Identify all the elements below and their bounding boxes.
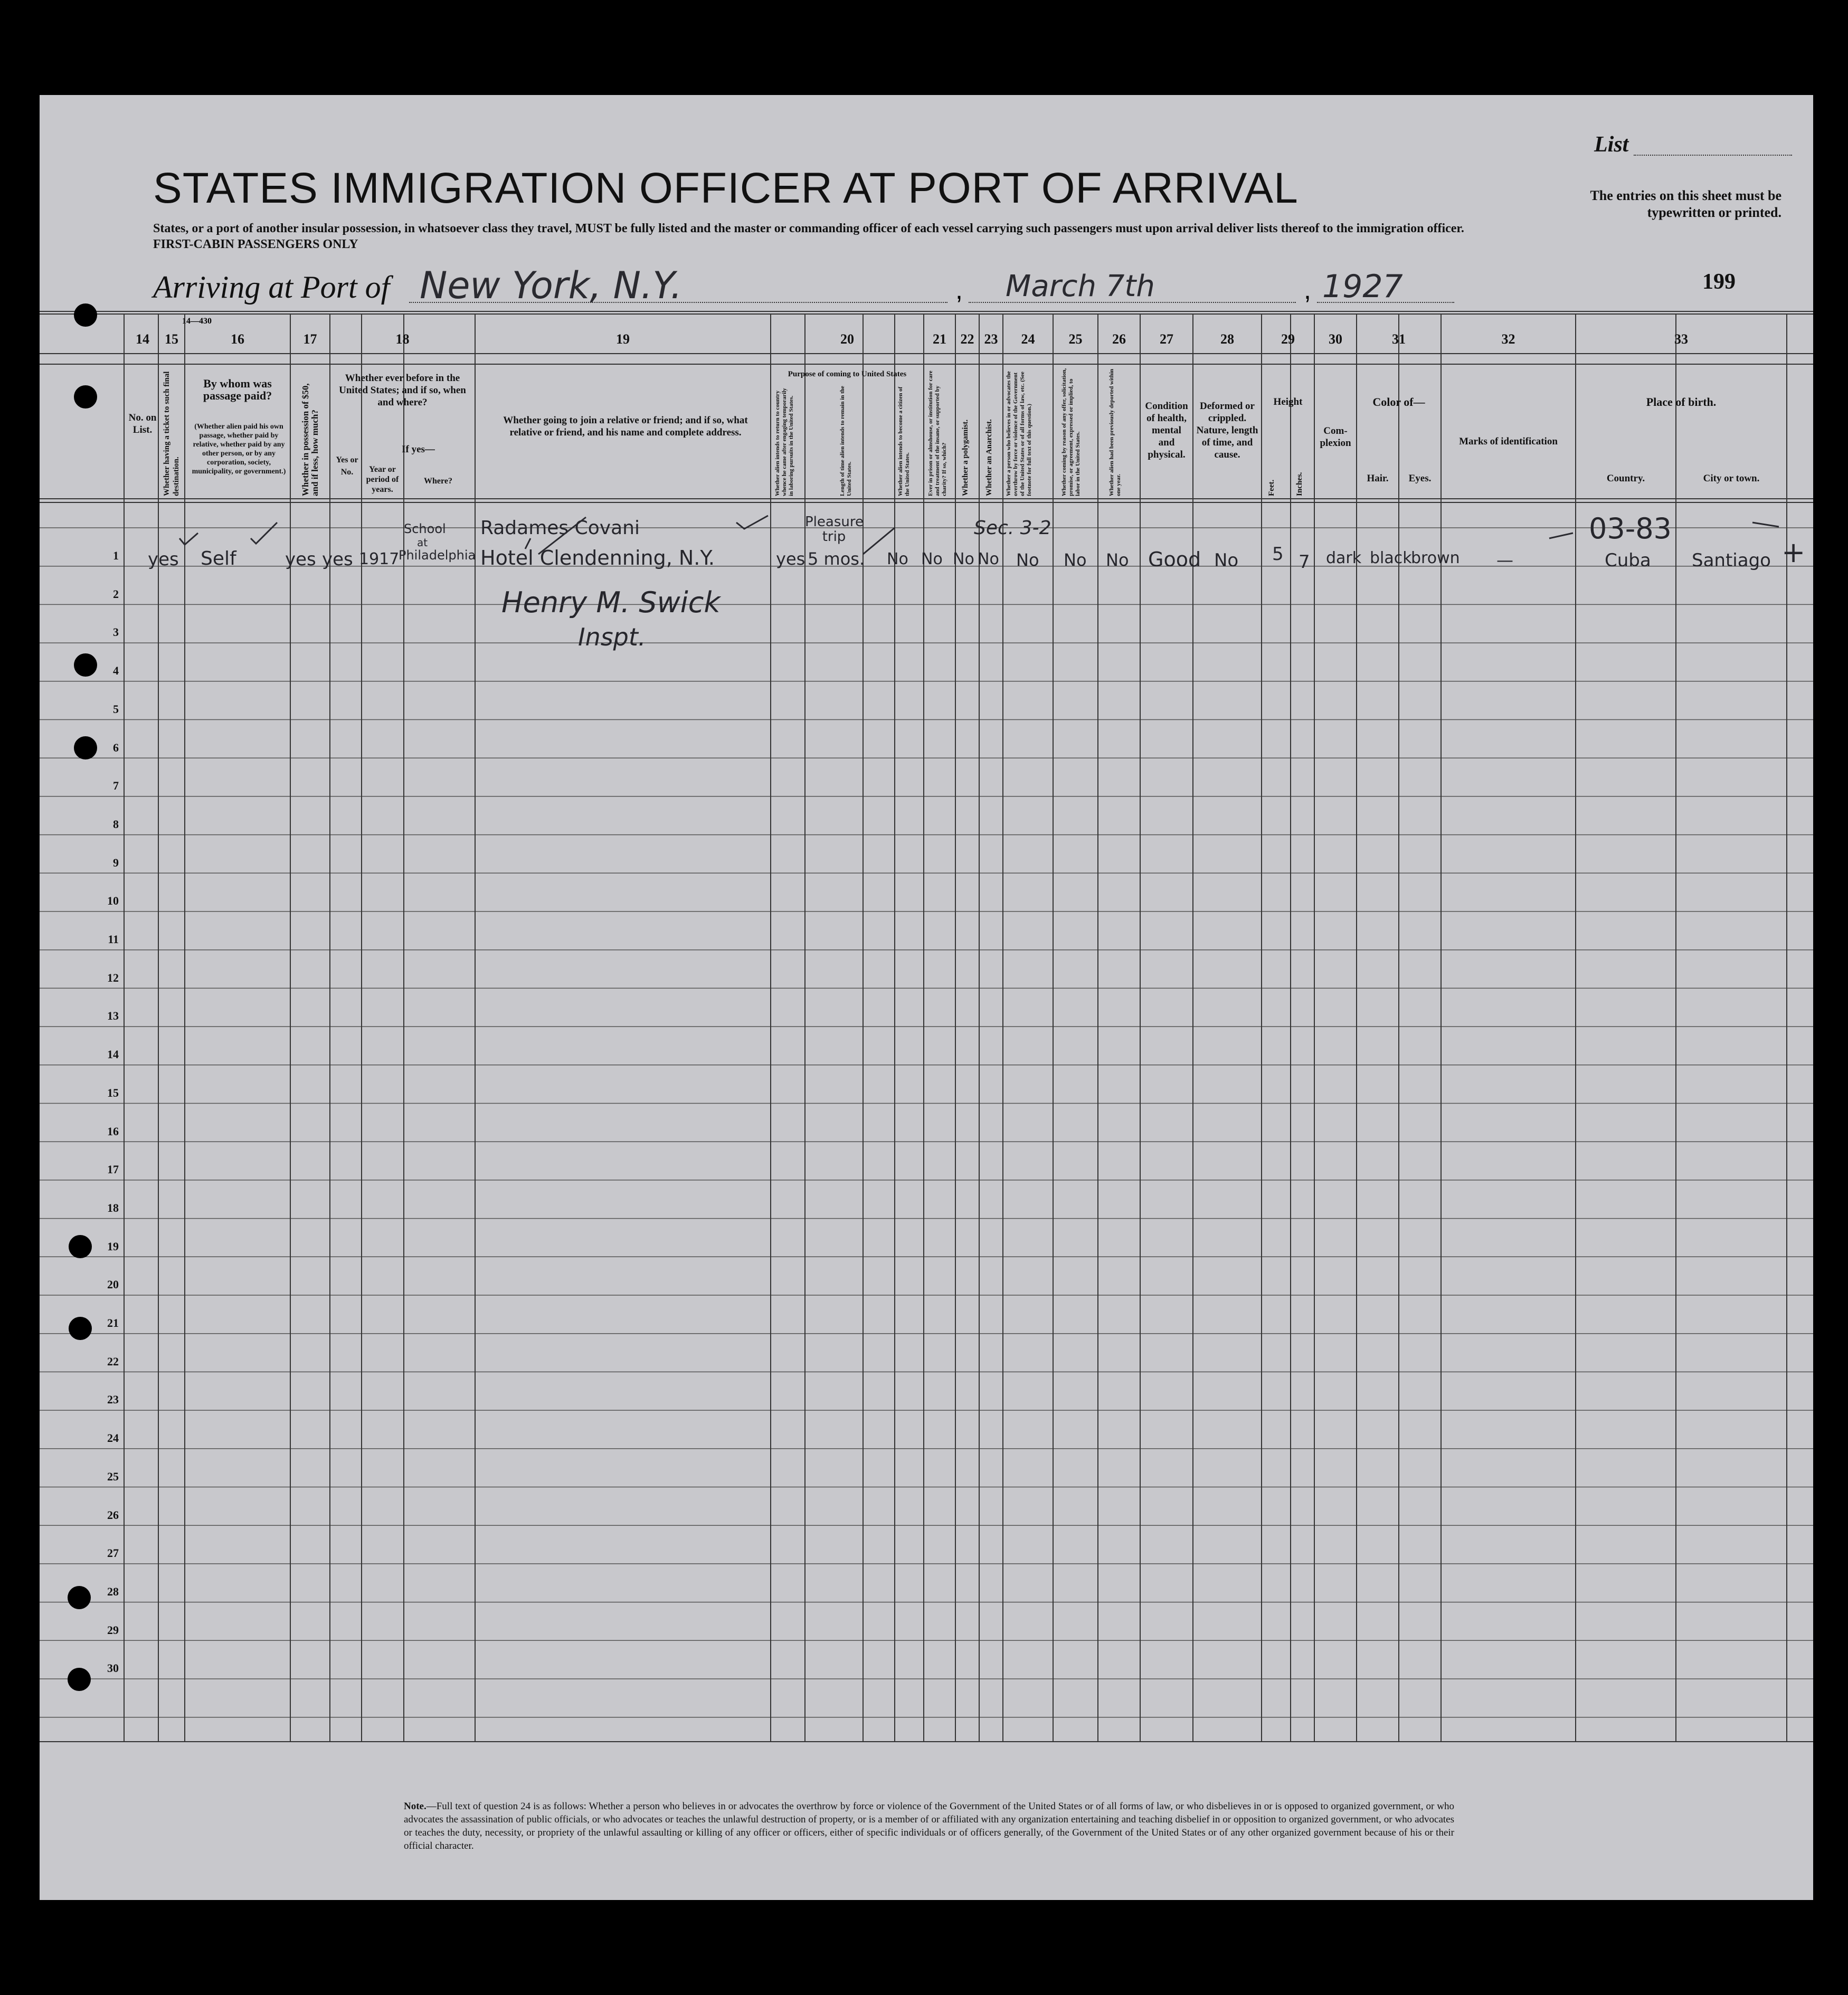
header-inches: Inches. xyxy=(1295,472,1304,496)
row-number: 16 xyxy=(107,1124,119,1138)
entry-code: 03-83 xyxy=(1589,512,1672,545)
page-number: 199 xyxy=(1702,270,1736,294)
binder-hole xyxy=(74,385,97,408)
port-value: New York, N.Y. xyxy=(420,264,683,307)
col-25: 25 xyxy=(1068,331,1083,347)
row-number: 1 xyxy=(113,549,119,562)
row-number: 5 xyxy=(113,702,119,716)
arriving-label: Arriving at Port of xyxy=(153,270,390,305)
manifest-sheet xyxy=(40,95,1813,1900)
row-number: 13 xyxy=(107,1009,119,1023)
col-30: 30 xyxy=(1329,331,1342,347)
row-number: 12 xyxy=(107,971,119,984)
row-number: 9 xyxy=(113,856,119,869)
header-length-of-stay: Length of time alien intends to remain in the United States. xyxy=(839,386,852,496)
col-22: 22 xyxy=(960,331,974,347)
entry-eyes: brown xyxy=(1411,549,1460,567)
header-polygamist: Whether a polygamist. xyxy=(961,419,970,496)
col-21: 21 xyxy=(933,331,946,347)
row-number: 19 xyxy=(107,1239,119,1253)
col-15: 15 xyxy=(165,331,178,347)
header-where: Where? xyxy=(424,477,452,486)
header-passage-paid: By whom was passage paid? xyxy=(203,377,272,402)
header-before-yes-no: Yes or No. xyxy=(336,455,358,477)
row-number: 7 xyxy=(113,779,119,793)
header-purpose: Purpose of coming to United States xyxy=(788,370,907,378)
col-16: 16 xyxy=(231,331,244,347)
row-number: 17 xyxy=(107,1163,119,1176)
binder-hole xyxy=(74,303,97,327)
check-marks xyxy=(40,95,1813,676)
tick-mark xyxy=(179,533,198,545)
binder-hole xyxy=(68,1668,91,1691)
entry-paid-by: Self xyxy=(201,548,236,569)
col-29: 29 xyxy=(1281,331,1295,347)
header-ticket: Whether having a ticket to such final destination. xyxy=(163,371,181,496)
col-27: 27 xyxy=(1160,331,1173,347)
entry-annotation: Sec. 3-2 xyxy=(974,517,1051,539)
date-value: March 7th xyxy=(1006,269,1155,303)
year-value: 1927 xyxy=(1322,268,1403,305)
row-number: 15 xyxy=(107,1086,119,1099)
col-32: 32 xyxy=(1501,331,1515,347)
row-number: 2 xyxy=(113,587,119,601)
col-17: 17 xyxy=(303,331,317,347)
header-year: Year or period of years. xyxy=(366,465,399,494)
entry-return-intent: yes xyxy=(776,549,805,569)
binder-hole xyxy=(69,1235,92,1258)
entry-city: Santiago xyxy=(1692,550,1771,571)
row-number: 29 xyxy=(107,1623,119,1637)
header-if-yes: If yes— xyxy=(402,444,435,455)
plus-mark: + xyxy=(1781,536,1806,569)
row-number: 4 xyxy=(113,664,119,678)
row-number: 22 xyxy=(107,1354,119,1368)
header-height: Height xyxy=(1273,396,1303,407)
entry-before-where-2: at xyxy=(417,536,428,549)
row-number: 23 xyxy=(107,1393,119,1407)
inspector-signature: Henry M. Swick xyxy=(501,586,721,619)
year-comma: , xyxy=(1304,275,1311,305)
entry-relative-name: Radames Covani xyxy=(480,517,640,539)
header-prison: Ever in prison or almshouse, or institution for care and treatment of the insane, or supported by charity? If so, which? xyxy=(927,370,947,496)
header-marks: Marks of identification xyxy=(1459,436,1558,447)
entry-before-where-3: Philadelphia xyxy=(399,548,476,563)
binder-hole xyxy=(68,1586,91,1609)
header-labor-offer: Whether coming by reason of any offer, solicitation, promise, or agreement, expressed or implied, to labor in the United States. xyxy=(1061,368,1081,496)
class-line: FIRST-CABIN PASSENGERS ONLY xyxy=(153,238,358,251)
page-title: STATES IMMIGRATION OFFICER AT PORT OF ARRIVAL xyxy=(153,164,1299,212)
tick-mark xyxy=(736,516,768,529)
tick-mark xyxy=(1752,522,1779,527)
tick-mark xyxy=(525,538,530,549)
binder-hole xyxy=(69,1317,92,1340)
row-number: 25 xyxy=(107,1469,119,1483)
date-comma: , xyxy=(955,275,963,305)
entry-citizen: No xyxy=(887,550,908,568)
tick-mark xyxy=(1549,533,1573,538)
col-31: 31 xyxy=(1392,331,1406,347)
row-number: 26 xyxy=(107,1508,119,1522)
header-complexion: Com-plexion xyxy=(1320,425,1351,449)
entry-prison: No xyxy=(921,550,943,568)
row-number: 28 xyxy=(107,1584,119,1598)
header-feet: Feet. xyxy=(1267,479,1276,496)
header-deported: Whether alien had been previously deported within one year. xyxy=(1108,368,1122,496)
row-number: 10 xyxy=(107,894,119,908)
footnote-label: Note. xyxy=(404,1801,427,1812)
row-number: 20 xyxy=(107,1278,119,1291)
col-20: 20 xyxy=(840,331,854,347)
header-citizen-intent: Whether alien intends to become a citizen of the United States. xyxy=(897,386,911,496)
col-23: 23 xyxy=(984,331,998,347)
col-18: 18 xyxy=(395,331,410,347)
entry-polygamist: No xyxy=(953,550,974,568)
row-number: 24 xyxy=(107,1431,119,1445)
row-number: 30 xyxy=(107,1661,119,1675)
intro-line: States, or a port of another insular possession, in whatsoever class they travel, MUST be fully listed and the master or commanding officer of each vessel carrying such passengers must upon arrival deliver lists thereof to the immigration officer. xyxy=(153,222,1464,235)
header-place-of-birth: Place of birth. xyxy=(1646,395,1717,408)
row-number: 6 xyxy=(113,740,119,754)
header-country: Country. xyxy=(1606,473,1645,484)
list-label: List xyxy=(1594,132,1629,157)
row-number: 11 xyxy=(108,933,119,946)
entry-before-where-1: School xyxy=(404,521,446,536)
col-26: 26 xyxy=(1112,331,1126,347)
header-deformed: Deformed or crippled. Nature, length of time, and cause. xyxy=(1196,401,1258,460)
header-city: City or town. xyxy=(1703,473,1760,484)
header-relative: Whether going to join a relative or friend; and if so, what relative or friend, and his name and complete address. xyxy=(503,415,748,438)
row-number: 27 xyxy=(107,1546,119,1560)
entry-country: Cuba xyxy=(1605,550,1651,571)
binder-hole xyxy=(74,736,97,759)
entry-before-in-us: yes xyxy=(322,549,353,570)
typewritten-note: The entries on this sheet must be typewritten or printed. xyxy=(1590,188,1781,220)
entry-deformed: No xyxy=(1214,550,1239,571)
entry-labor-offer: No xyxy=(1064,550,1087,570)
tick-mark xyxy=(863,528,895,554)
header-before-in-us: Whether ever before in the United States; and if so, when and where? xyxy=(339,373,466,408)
header-health: Condition of health, mental and physical. xyxy=(1145,401,1188,460)
entry-purpose-note: Pleasure trip xyxy=(805,514,864,545)
col-28: 28 xyxy=(1220,331,1234,347)
inspector-title: Inspt. xyxy=(578,623,646,651)
entry-inches: 7 xyxy=(1299,552,1310,573)
entry-health: Good xyxy=(1148,548,1201,571)
header-color-of: Color of— xyxy=(1372,395,1425,408)
header-overthrow: Whether a person who believes in or advocates the overthrow by force or violence of the Government of the United States or of all forms of law, etc. (See footnote for full text of this question.) xyxy=(1006,371,1032,496)
entry-anarchist: No xyxy=(978,550,999,568)
row-number: 14 xyxy=(107,1048,119,1061)
header-anarchist: Whether an Anarchist. xyxy=(985,419,993,496)
row-number: 8 xyxy=(113,817,119,831)
entry-ticket: yes xyxy=(148,549,179,570)
col-14: 14 xyxy=(136,331,149,347)
entry-has-50: yes xyxy=(285,549,316,570)
col-33: 33 xyxy=(1674,331,1688,347)
header-no-on-list: No. on List. xyxy=(128,412,157,435)
entry-length-of-stay: 5 mos. xyxy=(808,549,865,569)
binder-hole xyxy=(74,653,97,677)
form-code: 14—430 xyxy=(182,317,212,326)
row-number: 3 xyxy=(113,625,119,639)
entry-before-year: 1917 xyxy=(359,550,400,568)
row-number: 21 xyxy=(107,1316,119,1329)
footnote xyxy=(404,1800,1454,1852)
row-number: 18 xyxy=(107,1201,119,1214)
entry-relative-address: Hotel Clendenning, N.Y. xyxy=(480,546,715,569)
tick-mark xyxy=(538,517,586,554)
entry-marks: — xyxy=(1496,550,1513,570)
col-24: 24 xyxy=(1021,331,1035,347)
header-fifty-dollars: Whether in possession of $50, and if less, how much? xyxy=(300,383,320,496)
header-hair: Hair. xyxy=(1367,473,1389,484)
entry-overthrow: No xyxy=(1016,550,1039,570)
header-eyes: Eyes. xyxy=(1408,473,1432,484)
entry-hair: black xyxy=(1370,549,1412,567)
entry-deported: No xyxy=(1106,550,1129,570)
header-return-intent: Whether alien intends to return to country whence he came after engaging temporarily in laboring pursuits in the United States. xyxy=(774,388,794,496)
col-19: 19 xyxy=(616,331,630,347)
entry-feet: 5 xyxy=(1272,544,1284,565)
header-passage-note: (Whether alien paid his own passage, whether paid by relative, whether paid by any other person, or by any corporation, society, municipality, or government.) xyxy=(192,423,286,476)
footnote-text: —Full text of question 24 is as follows: Whether a person who believes in or advocates the overthrow by force or violence of the Government of the United States or of all forms of law, or who disbelieves in or is opposed to organized government, or who advocates the assassination of public officials, or who advocates or teaches the unlawful destruction of property, or is a member of or affiliated with any organization entertaining and teaching disbelief in or opposition to organized government, or who advocates or teaches the duty, necessity, or propriety of the unlawful assaulting or killing of any officer or officers, either of specific individuals or of officers generally, of the Government of the United States or of any other organized government because of his or their official character. xyxy=(404,1801,1454,1851)
tick-mark xyxy=(251,522,277,544)
entry-complexion: dark xyxy=(1326,549,1362,567)
